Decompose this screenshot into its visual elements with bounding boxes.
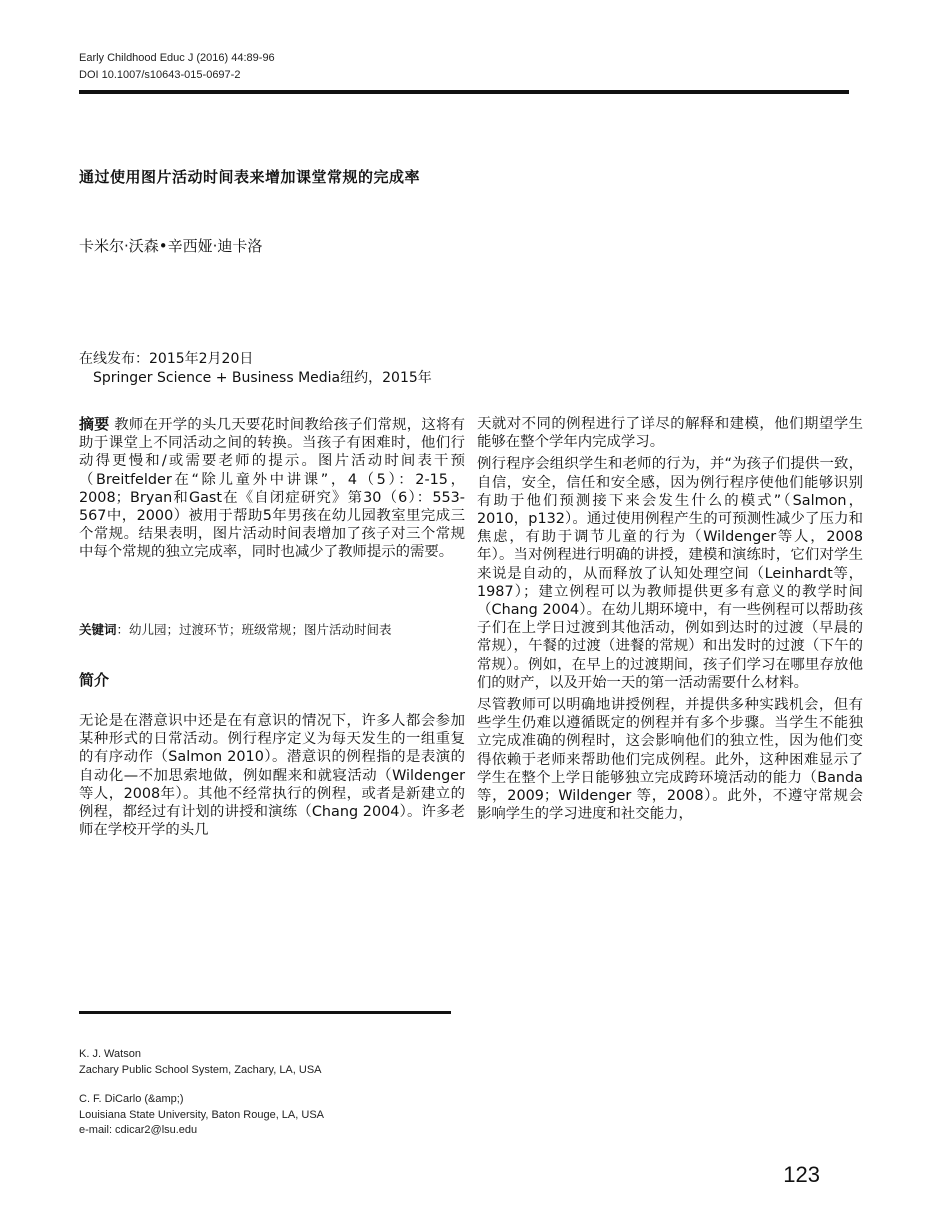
intro-left-paragraph (79, 712, 465, 843)
page-number: 123 (783, 1162, 820, 1187)
affiliation-name: C. F. DiCarlo (&amp;) (79, 1093, 184, 1105)
doi: DOI 10.1007/s10643-015-0697-2 (79, 69, 241, 81)
section-heading-intro: 简介 (79, 671, 110, 689)
paragraph: 天就对不同的例程进行了详尽的解释和建模，他们期望学生能够在整个学年内完成学习。 (477, 416, 863, 451)
affiliation-2 (79, 1092, 324, 1139)
paragraph: 无论是在潜意识中还是在有意识的情况下，许多人都会参加某种形式的日常活动。例行程序定义为每天发生的一组重复的有序动作（Salmon 2010）。潜意识的例程指的是表演的自动化—不加思索地做，例如醒来和就寝活动（Wildenger等人，2008年）。其他不经常执行的例程，或者是新建立的例程，都经过有计划的讲授和演练（Chang 2004）。许多老师在学校开学的头几 (79, 713, 465, 839)
abstract (79, 415, 465, 566)
affiliation-1 (79, 1047, 322, 1078)
author-list: 卡米尔·沃森•辛西娅·迪卡洛 (79, 237, 263, 255)
keywords-text: ：幼儿园；过渡环节；班级常规；图片活动时间表 (116, 622, 392, 637)
header-rule (79, 90, 849, 94)
affiliation-org: Louisiana State University, Baton Rouge, LA, USA (79, 1108, 324, 1121)
paragraph: 尽管教师可以明确地讲授例程，并提供多种实践机会，但有些学生仍难以遵循既定的例程并有多个步骤。当学生不能独立完成准确的例程时，这会影响他们的独立性，因为他们变得依赖于老师来帮助他们完成例程。此外，这种困难显示了学生在整个上学日能够独立完成跨环境活动的能力（Banda 等，2009；Wildenger 等，2008）。此外，不遵守常规会影响学生的学习进度和社交能力， (477, 697, 863, 823)
abstract-label: 摘要 (79, 415, 110, 433)
article-title: 通过使用图片活动时间表来增加课堂常规的完成率 (79, 168, 421, 186)
published-online: 在线发布：2015年2月20日 (79, 351, 254, 367)
affiliation-org: Zachary Public School System, Zachary, LA, USA (79, 1063, 322, 1076)
right-column (477, 415, 863, 827)
affiliation-email: e-mail: cdicar2@lsu.edu (79, 1124, 198, 1136)
publication-info (79, 350, 432, 388)
journal-citation: Early Childhood Educ J (2016) 44:89-96 (79, 52, 275, 64)
abstract-text: 教师在开学的头几天要花时间教给孩子们常规，这将有助于课堂上不同活动之间的转换。当孩子有困难时，他们行动得更慢和/或需要老师的提示。图片活动时间表干预（Breitfelder在“除儿童外中讲课”，4（5）：2-15，2008；Bryan和Gast在《自闭症研究》第30（6）：553-567中，2000）被用于帮助5年男孩在幼儿园教室里完成三个常规。结果表明，图片活动时间表增加了孩子对三个常规中每个常规的独立完成率，同时也减少了教师提示的需要。 (79, 417, 465, 561)
footnote-rule (79, 1011, 451, 1014)
keywords (79, 620, 392, 638)
journal-header (79, 50, 275, 84)
affiliation-name: K. J. Watson (79, 1048, 141, 1060)
paragraph: 例行程序会组织学生和老师的行为，并“为孩子们提供一致，自信，安全，信任和安全感，因为例行程序使他们能够识别有助于他们预测接下来会发生什么的模式”（Salmon，2010，p132）。通过使用例程产生的可预测性减少了压力和焦虑，有助于调节儿童的行为（Wildenger等人，2008年）。当对例程进行明确的讲授，建模和演练时，它们对学生来说是自动的，从而释放了认知处理空间（Leinhardt等，1987）；建立例程可以为教师提供更多有意义的教学时间（Chang 2004）。在幼儿期环境中，有一些例程可以帮助孩子们在上学日过渡到其他活动，例如到达时的过渡（早晨的常规），午餐的过渡（进餐的常规）和出发时的过渡（下午的常规）。例如，在早上的过渡期间，孩子们学习在哪里存放他们的财产，以及开始一天的第一活动需要什么材料。 (477, 456, 863, 691)
publisher-line: Springer Science + Business Media纽约，2015年 (93, 370, 432, 386)
keywords-label: 关键词 (79, 622, 117, 637)
